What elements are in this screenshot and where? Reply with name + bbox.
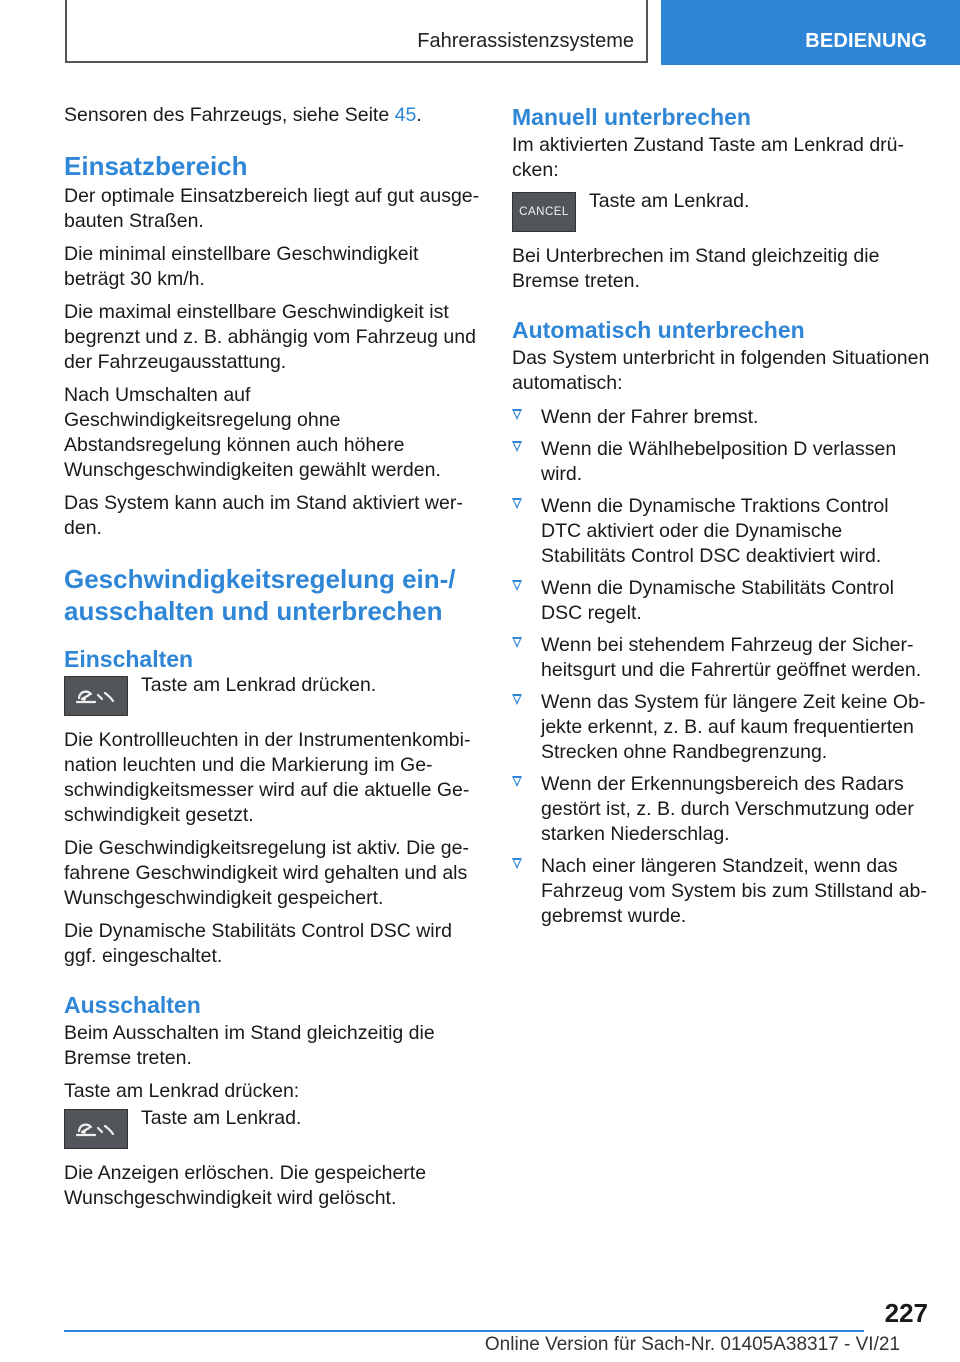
- header-section-title: Fahrerassistenzsysteme: [417, 30, 634, 52]
- main-section-heading: Geschwindigkeitsregelung ein-/ ausschalten und unterbrechen: [64, 564, 456, 626]
- list-item: Nach einer längeren Standzeit, wenn das Fahrzeug vom System bis zum Stillstand abgebremst wurde.: [512, 854, 932, 929]
- list-item: Wenn das System für längere Zeit keine Objekte erkennt, z. B. auf kaum frequentierten Strecken ohne Randbegrenzung.: [512, 690, 932, 765]
- right-column: [512, 103, 932, 936]
- ausschalten-key-row: [64, 1106, 480, 1149]
- triangle-bullet-icon: [512, 409, 522, 420]
- einschalten-paragraph-2: Die Geschwindigkeitsregelung ist aktiv. Die gefahrene Geschwindigkeit wird gehalten und als Wunschgeschwindigkeit gespeichert.: [64, 837, 469, 909]
- header-section-box: [65, 0, 648, 63]
- ausschalten-paragraph-2: Taste am Lenkrad drücken:: [64, 1080, 300, 1102]
- triangle-bullet-icon: [512, 858, 522, 869]
- triangle-bullet-icon: [512, 441, 522, 452]
- einsatzbereich-heading: Einsatzbereich: [64, 151, 248, 181]
- header-chapter-tab: [661, 0, 960, 65]
- cruise-control-icon: [71, 685, 121, 707]
- footer-version-text: Online Version für Sach-Nr. 01405A38317 - VI/21: [484, 1334, 900, 1355]
- page-link[interactable]: 45: [394, 104, 417, 126]
- cancel-button[interactable]: CANCEL: [512, 192, 576, 232]
- automatisch-paragraph-1: Das System unterbricht in folgenden Situationen automatisch:: [512, 347, 930, 394]
- cruise-control-button[interactable]: [64, 676, 128, 716]
- cruise-control-button-off[interactable]: [64, 1109, 128, 1149]
- einschalten-paragraph-3: Die Dynamische Stabilitäts Control DSC wird ggf. eingeschaltet.: [64, 920, 452, 967]
- manuell-paragraph-2: Bei Unterbrechen im Stand gleichzeitig die Bremse treten.: [512, 245, 880, 292]
- manuell-key-text: Taste am Lenkrad.: [589, 190, 750, 212]
- list-item: Wenn bei stehendem Fahrzeug der Sicherheitsgurt und die Fahrertür geöffnet werden.: [512, 633, 932, 683]
- page-number: 227: [884, 1298, 928, 1328]
- triangle-bullet-icon: [512, 694, 522, 705]
- einschalten-paragraph-1: Die Kontrollleuchten in der Instrumentenkombination leuchten und die Markierung im Geschwindigkeitsmesser wird auf die aktuelle Geschwindigkeit gesetzt.: [64, 729, 471, 826]
- automatisch-heading: Automatisch unterbrechen: [512, 317, 805, 343]
- list-item: Wenn der Erkennungsbereich des Radars gestört ist, z. B. durch Verschmutzung oder starken Niederschlag.: [512, 772, 932, 847]
- header-chapter-title: BEDIENUNG: [805, 30, 927, 52]
- list-item: Wenn die Dynamische Stabilitäts Control DSC regelt.: [512, 576, 932, 626]
- list-item: Wenn die Dynamische Traktions Control DTC aktiviert oder die Dynamische Stabilitäts Control DSC deaktiviert wird.: [512, 494, 932, 569]
- ausschalten-paragraph-1: Beim Ausschalten im Stand gleichzeitig die Bremse treten.: [64, 1022, 435, 1069]
- einsatz-paragraph-5: Das System kann auch im Stand aktiviert werden.: [64, 492, 463, 539]
- left-column: [64, 103, 480, 1211]
- einsatz-paragraph-1: Der optimale Einsatzbereich liegt auf gut ausgebauten Straßen.: [64, 185, 480, 232]
- triangle-bullet-icon: [512, 637, 522, 648]
- list-item: Wenn die Wählhebelposition D verlassen wird.: [512, 437, 932, 487]
- einsatz-paragraph-2: Die minimal einstellbare Geschwindigkeit beträgt 30 km/h.: [64, 243, 419, 290]
- manuell-paragraph-1: Im aktivierten Zustand Taste am Lenkrad drücken:: [512, 134, 904, 181]
- triangle-bullet-icon: [512, 498, 522, 509]
- triangle-bullet-icon: [512, 776, 522, 787]
- einsatz-paragraph-3: Die maximal einstellbare Geschwindigkeit ist begrenzt und z. B. abhängig vom Fahrzeug und der Fahrzeugausstattung.: [64, 301, 476, 373]
- einschalten-heading: Einschalten: [64, 646, 194, 672]
- ausschalten-heading: Ausschalten: [64, 992, 201, 1018]
- list-item: Wenn der Fahrer bremst.: [512, 405, 932, 430]
- manuell-heading: Manuell unterbrechen: [512, 104, 751, 130]
- situation-list: [512, 405, 932, 929]
- cruise-control-icon: [71, 1118, 121, 1140]
- manuell-key-row: [512, 189, 932, 232]
- einschalten-key-text: Taste am Lenkrad drücken.: [141, 674, 377, 696]
- ausschalten-paragraph-3: Die Anzeigen erlöschen. Die gespeicherte Wunschgeschwindigkeit wird gelöscht.: [64, 1162, 427, 1209]
- triangle-bullet-icon: [512, 580, 522, 591]
- ausschalten-key-text: Taste am Lenkrad.: [141, 1107, 302, 1129]
- einschalten-key-row: [64, 673, 480, 716]
- intro-paragraph: Sensoren des Fahrzeugs, siehe Seite 45.: [64, 104, 422, 126]
- footer-divider: [64, 1330, 864, 1332]
- einsatz-paragraph-4: Nach Umschalten auf Geschwindigkeitsregelung ohne Abstandsregelung können auch höhere Wunschgeschwindigkeiten gewählt werden.: [64, 384, 441, 481]
